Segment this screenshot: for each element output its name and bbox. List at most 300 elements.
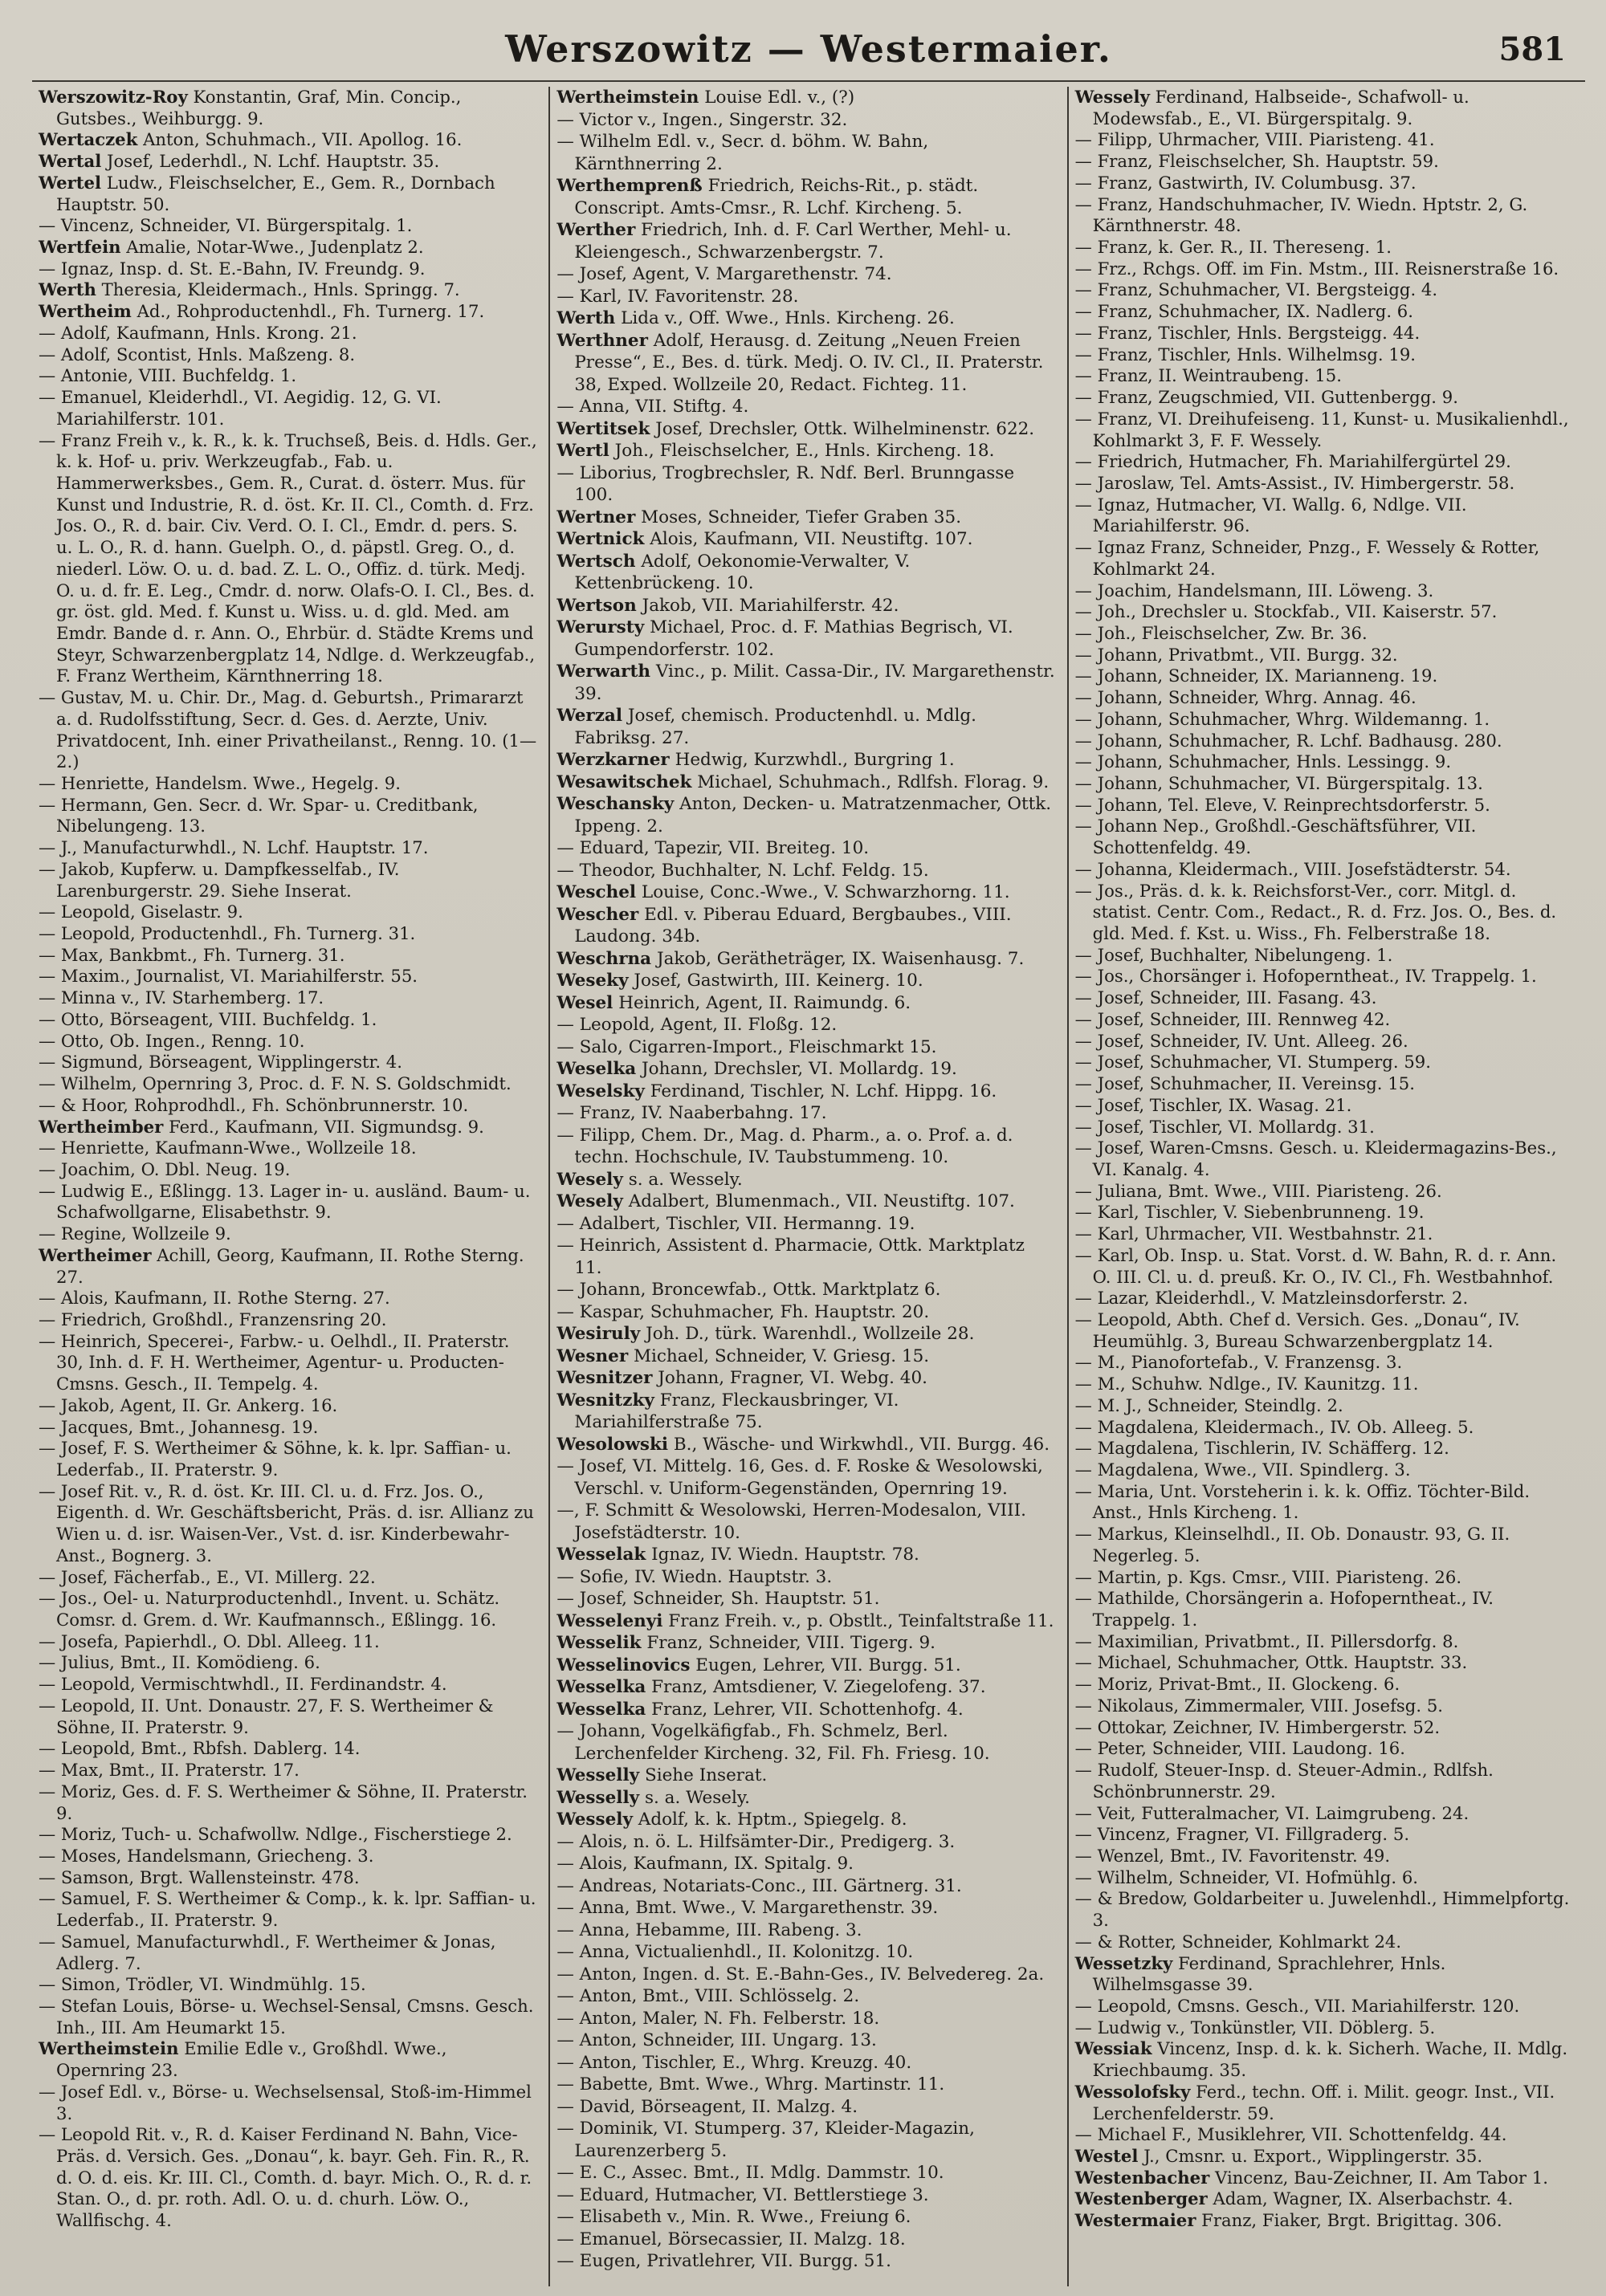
entry-text: — Karl, Ob. Insp. u. Stat. Vorst. d. W. Bahn, R. d. r. Ann. O. III. Cl. u. d. preuß. Kr. O., IV. Cl., Fh. Westbahnhof. — [1074, 1244, 1557, 1287]
entry-surname: Wertl — [556, 441, 609, 461]
entry-text: — Friedrich, Hutmacher, Fh. Mariahilfergürtel 29. — [1074, 451, 1511, 472]
entry-surname: Wesely — [556, 1191, 623, 1211]
entry-text: — Leopold, Agent, II. Floßg. 12. — [556, 1015, 838, 1035]
entry-text: — Heinrich, Assistent d. Pharmacie, Ottk. Marktplatz 11. — [556, 1236, 1025, 1278]
directory-entry — [556, 219, 1057, 263]
directory-entry — [556, 860, 1057, 882]
directory-entry — [1075, 1073, 1575, 1095]
directory-entry — [556, 1058, 1057, 1081]
entry-text: — Emanuel, Kleiderhdl., VI. Aegidig. 12, G. VI. Mariahilferstr. 101. — [39, 387, 442, 429]
directory-entry — [556, 1765, 1057, 1787]
entry-text: — Jacques, Bmt., Johannesg. 19. — [39, 1416, 319, 1437]
entry-text: Anton, Schuhmach., VII. Apollog. 16. — [143, 129, 463, 150]
directory-entry — [1075, 987, 1575, 1009]
entry-surname: Wertheimer — [39, 1244, 152, 1265]
directory-entry — [1075, 409, 1575, 451]
entry-text: — Michael, Schuhmacher, Ottk. Hauptstr. 33. — [1074, 1652, 1468, 1673]
entry-surname: Wessolofsky — [1074, 2081, 1191, 2102]
entry-text: — Ottokar, Zeichner, IV. Himbergerstr. 52. — [1074, 1716, 1441, 1737]
directory-entry — [556, 175, 1057, 219]
entry-text: — Franz, Fleischselcher, Sh. Hauptstr. 59. — [1074, 151, 1439, 172]
directory-entry — [556, 396, 1057, 418]
entry-text: Ferd., Kaufmann, VII. Sigmundsg. 9. — [169, 1116, 484, 1137]
directory-entry — [1075, 1223, 1575, 1245]
entry-text: — Eugen, Privatlehrer, VII. Burgg. 51. — [556, 2251, 891, 2271]
entry-text: — Wenzel, Bmt., IV. Favoritenstr. 49. — [1074, 1845, 1391, 1866]
entry-text: Michael, Schneider, V. Griesg. 15. — [634, 1345, 930, 1366]
entry-text: — Elisabeth v., Min. R. Wwe., Freiung 6. — [556, 2207, 911, 2227]
directory-entry — [556, 1014, 1057, 1036]
entry-text: Ferdinand, Tischler, N. Lchf. Hippg. 16. — [650, 1081, 997, 1101]
directory-entry — [1075, 495, 1575, 537]
directory-entry — [556, 1699, 1057, 1721]
directory-entry — [1075, 1181, 1575, 1203]
entry-text: — Magdalena, Wwe., VII. Spindlerg. 3. — [1074, 1459, 1411, 1480]
entry-text: — Henriette, Kaufmann-Wwe., Wollzeile 18. — [39, 1138, 417, 1158]
directory-entry — [556, 87, 1057, 109]
directory-columns — [32, 87, 1585, 2286]
entry-text: — Franz, VI. Dreihufeiseng. 11, Kunst- u. Musikalienhdl., Kohlmarkt 3, F. F. Wessely. — [1074, 408, 1569, 450]
directory-entry — [39, 859, 539, 902]
entry-text: — Leopold, Abth. Chef d. Versich. Ges. „Donau“, IV. Heumühlg. 3, Bureau Schwarzenbergplatz 14. — [1074, 1309, 1520, 1351]
entry-text: — Josef, VI. Mittelg. 16, Ges. d. F. Roske & Wesolowski, Verschl. v. Uniform-Gegenständen, Opernring 19. — [556, 1456, 1043, 1499]
entry-surname: Wesselik — [556, 1633, 642, 1653]
entry-surname: Wesnitzky — [556, 1390, 654, 1411]
directory-entry — [556, 992, 1057, 1015]
entry-text: — Leopold, Giselastr. 9. — [39, 902, 243, 922]
page-header — [32, 24, 1585, 82]
entry-surname: Wessetzky — [1074, 1952, 1173, 1973]
entry-text: — Jaroslaw, Tel. Amts-Assist., IV. Himbergerstr. 58. — [1074, 472, 1515, 493]
page-number: 581 — [1498, 31, 1566, 68]
directory-entry — [1075, 1824, 1575, 1846]
entry-surname: Wertheim — [39, 301, 132, 322]
directory-entry — [39, 2082, 539, 2124]
directory-entry — [556, 1831, 1057, 1854]
entry-text: Alois, Kaufmann, VII. Neustiftg. 107. — [650, 529, 973, 549]
directory-entry — [556, 1081, 1057, 1103]
directory-entry — [1075, 1481, 1575, 1524]
entry-text: Franz, Amtsdiener, V. Ziegelofeng. 37. — [651, 1677, 986, 1697]
directory-entry — [39, 687, 539, 773]
entry-text: Ludw., Fleischselcher, E., Gem. R., Dornbach Hauptstr. 50. — [56, 172, 495, 214]
directory-entry — [1075, 344, 1575, 366]
directory-entry — [556, 595, 1057, 617]
entry-text: — Simon, Trödler, VI. Windmühlg. 15. — [39, 1974, 366, 1995]
directory-entry — [556, 1544, 1057, 1566]
entry-text: — Ignaz, Hutmacher, VI. Wallg. 6, Ndlge. VII. Mariahilferstr. 96. — [1074, 494, 1467, 536]
entry-text: — Jos., Chorsänger i. Hofoperntheat., IV. Trappelg. 1. — [1074, 966, 1537, 987]
entry-text: Adam, Wagner, IX. Alserbachstr. 4. — [1213, 2188, 1514, 2209]
directory-entry — [556, 705, 1057, 749]
entry-text: — Johanna, Kleidermach., VIII. Josefstädterstr. 54. — [1074, 858, 1511, 879]
entry-text: — Friedrich, Großhdl., Franzensring 20. — [39, 1309, 387, 1329]
entry-text: — Anton, Maler, N. Fh. Felberstr. 18. — [556, 2008, 880, 2029]
directory-entry — [39, 837, 539, 859]
entry-text: — Wilhelm, Schneider, VI. Hofmühlg. 6. — [1074, 1867, 1419, 1887]
entry-text: — J., Manufacturwhdl., N. Lchf. Hauptstr. 17. — [39, 837, 429, 858]
entry-text: Jakob, Gerätheträger, IX. Waisenhausg. 7. — [656, 948, 1025, 969]
directory-entry — [556, 1301, 1057, 1324]
entry-text: — Leopold, Productenhdl., Fh. Turnerg. 31. — [39, 923, 416, 944]
entry-text: — Emanuel, Börsecassier, II. Malzg. 18. — [556, 2229, 906, 2249]
page-title: Werszowitz — Westermaier. — [505, 27, 1112, 71]
entry-surname: Wesselinovics — [556, 1655, 691, 1675]
directory-entry — [1075, 365, 1575, 387]
entry-text: — Johann, Schuhmacher, Whrg. Wildemanng. 1. — [1074, 708, 1490, 729]
entry-surname: Wertsch — [556, 551, 636, 572]
directory-entry — [39, 215, 539, 237]
directory-entry — [39, 344, 539, 366]
entry-surname: Werthner — [556, 330, 648, 351]
entry-text: Ferd., techn. Off. i. Milit. geogr. Inst., VII. Lerchenfelderstr. 59. — [1092, 2081, 1555, 2123]
entry-surname: Werzkarner — [556, 750, 670, 770]
entry-surname: Wertheimstein — [39, 2038, 179, 2059]
entry-text: — Salo, Cigarren-Import., Fleischmarkt 15. — [556, 1036, 937, 1057]
entry-text: — Leopold, Vermischtwhdl., II. Ferdinandstr. 4. — [39, 1674, 447, 1695]
entry-text: — Josef, Fächerfab., E., VI. Millerg. 22. — [39, 1566, 376, 1587]
entry-text: Joh. D., türk. Warenhdl., Wollzeile 28. — [646, 1324, 975, 1344]
entry-text: — Johann, Schuhmacher, R. Lchf. Badhausg. 280. — [1074, 730, 1502, 751]
directory-entry — [39, 1760, 539, 1781]
entry-text: — Julius, Bmt., II. Komödieng. 6. — [39, 1652, 320, 1673]
entry-surname: Westermaier — [1074, 2210, 1196, 2231]
entry-text: — Maximilian, Privatbmt., II. Pillersdorfg. 8. — [1074, 1630, 1459, 1651]
directory-entry — [556, 1434, 1057, 1456]
entry-text: — E. C., Assec. Bmt., II. Mdlg. Dammstr. 10. — [556, 2163, 944, 2183]
entry-text: Michael, Proc. d. F. Mathias Begrisch, VI. Gumpendorferstr. 102. — [574, 617, 1013, 660]
directory-entry — [1075, 301, 1575, 323]
directory-entry — [556, 2008, 1057, 2030]
entry-surname: Wesner — [556, 1345, 629, 1366]
directory-entry — [556, 1875, 1057, 1898]
entry-text: — Anna, Hebamme, III. Rabeng. 3. — [556, 1919, 862, 1940]
entry-text: — Josef, Waren-Cmsns. Gesch. u. Kleidermagazins-Bes., VI. Kanalg. 4. — [1074, 1138, 1557, 1179]
entry-text: — Leopold, Cmsns. Gesch., VII. Mariahilferstr. 120. — [1074, 1995, 1520, 2016]
entry-text: — Jakob, Kupferw. u. Dampfkesselfab., IV. Larenburgerstr. 29. Siehe Inserat. — [39, 858, 400, 901]
directory-entry — [1075, 601, 1575, 623]
directory-entry — [1075, 2210, 1575, 2232]
directory-entry — [556, 1919, 1057, 1942]
directory-entry — [1075, 279, 1575, 301]
entry-text: — Veit, Futteralmacher, VI. Laimgrubeng. 24. — [1074, 1802, 1469, 1823]
directory-entry — [39, 1309, 539, 1331]
entry-surname: Wertel — [39, 172, 102, 193]
directory-entry — [39, 773, 539, 795]
entry-text: — Alois, Kaufmann, II. Rothe Sterng. 27. — [39, 1288, 390, 1309]
directory-entry — [556, 418, 1057, 441]
entry-text: Lida v., Off. Wwe., Hnls. Kircheng. 26. — [621, 308, 955, 328]
entry-text: — Hermann, Gen. Secr. d. Wr. Spar- u. Creditbank, Nibelungeng. 13. — [39, 794, 479, 837]
directory-entry — [556, 1897, 1057, 1919]
directory-entry — [556, 904, 1057, 948]
entry-text: s. a. Wesely. — [644, 1787, 750, 1808]
entry-text: Josef, chemisch. Productenhdl. u. Mdlg. Fabriksg. 27. — [574, 706, 977, 748]
directory-entry — [1075, 751, 1575, 773]
entry-surname: Wertal — [39, 151, 102, 172]
entry-surname: Wertaczek — [39, 129, 138, 150]
directory-entry — [556, 2096, 1057, 2119]
directory-entry — [1075, 1588, 1575, 1630]
entry-text: — Josef, Tischler, IX. Wasag. 21. — [1074, 1094, 1352, 1115]
directory-entry — [556, 2052, 1057, 2074]
entry-surname: Werth — [556, 308, 616, 328]
directory-entry — [1075, 1138, 1575, 1180]
directory-entry — [556, 2029, 1057, 2052]
directory-entry — [1075, 451, 1575, 473]
directory-entry — [1075, 1803, 1575, 1825]
entry-text: — & Hoor, Rohprodhdl., Fh. Schönbrunnerstr. 10. — [39, 1094, 469, 1115]
entry-surname: Weschel — [556, 882, 637, 902]
entry-surname: Wessiak — [1074, 2038, 1152, 2059]
entry-text: — Leopold, II. Unt. Donaustr. 27, F. S. Wertheimer & Söhne, II. Praterstr. 9. — [39, 1695, 494, 1737]
entry-text: — & Bredow, Goldarbeiter u. Juwelenhdl., Himmelpfortg. 3. — [1074, 1888, 1570, 1931]
directory-entry — [39, 945, 539, 967]
directory-entry — [39, 1031, 539, 1052]
directory-entry — [1075, 1095, 1575, 1117]
entry-text: Louise Edl. v., (?) — [704, 88, 855, 108]
entry-text: Josef, Gastwirth, III. Keinerg. 10. — [634, 971, 923, 991]
entry-text: — Maxim., Journalist, VI. Mariahilferstr. 55. — [39, 966, 418, 987]
entry-text: — Ludwig v., Tonkünstler, VII. Döblerg. 5. — [1074, 2017, 1436, 2037]
entry-text: — Martin, p. Kgs. Cmsr., VIII. Piaristeng. 26. — [1074, 1566, 1462, 1587]
directory-entry — [39, 1138, 539, 1159]
entry-text: — Samuel, Manufacturwhdl., F. Wertheimer & Jonas, Adlerg. 7. — [39, 1931, 496, 1973]
directory-entry — [1075, 1352, 1575, 1374]
directory-entry — [39, 1932, 539, 1974]
directory-entry — [39, 987, 539, 1009]
entry-text: — Josef, Schneider, III. Fasang. 43. — [1074, 987, 1377, 1008]
entry-text: — Franz, Zeugschmied, VII. Guttenbergg. 9. — [1074, 387, 1458, 408]
directory-entry — [1075, 1052, 1575, 1073]
directory-entry — [39, 1974, 539, 1996]
entry-text: — Vincenz, Schneider, VI. Bürgerspitalg. 1. — [39, 215, 413, 236]
directory-entry — [556, 263, 1057, 286]
directory-entry — [39, 1846, 539, 1867]
directory-entry — [556, 1720, 1057, 1765]
directory-entry — [556, 1588, 1057, 1610]
directory-entry — [1075, 1760, 1575, 1802]
entry-text: Konstantin, Graf, Min. Concip., Gutsbes., Weihburgg. 9. — [56, 87, 462, 128]
entry-text: — Joh., Drechsler u. Stockfab., VII. Kaiserstr. 57. — [1074, 601, 1498, 622]
directory-entry — [1075, 945, 1575, 967]
directory-entry — [556, 1985, 1057, 2008]
entry-text: — Johann, Schuhmacher, VI. Bürgerspitalg. 13. — [1074, 773, 1483, 793]
entry-text: — Juliana, Bmt. Wwe., VIII. Piaristeng. 26. — [1074, 1180, 1442, 1201]
directory-entry — [1075, 1395, 1575, 1417]
entry-text: — Jos., Oel- u. Naturproductenhdl., Invent. u. Schätz. Comsr. d. Grem. d. Wr. Kaufmannsch., Eßlingg. 16. — [39, 1588, 500, 1630]
entry-text: — Josef, Schneider, IV. Unt. Alleeg. 26. — [1074, 1030, 1408, 1051]
directory-entry — [1075, 1009, 1575, 1031]
entry-text: Adolf, Herausg. d. Zeitung „Neuen Freien Presse“, E., Bes. d. türk. Medj. O. IV. Cl., II. Praterstr. 38, Exped. Wollzeile 20, Redact. Fichteg. 11. — [574, 330, 1044, 395]
directory-entry — [39, 1223, 539, 1245]
entry-text: Achill, Georg, Kaufmann, II. Rothe Sterng. 27. — [56, 1244, 524, 1287]
directory-entry — [1075, 1996, 1575, 2017]
entry-surname: Westenbacher — [1074, 2167, 1210, 2188]
entry-text: s. a. Wessely. — [628, 1169, 743, 1190]
directory-entry — [556, 1235, 1057, 1279]
entry-surname: Wesel — [556, 992, 613, 1013]
directory-entry — [39, 1438, 539, 1480]
entry-text: — Franz, Tischler, Hnls. Bergsteigg. 44. — [1074, 322, 1421, 343]
entry-text: Emilie Edle v., Großhdl. Wwe., Opernring 23. — [56, 2038, 447, 2081]
entry-text: — Frz., Rchgs. Off. im Fin. Mstm., III. Reisnerstraße 16. — [1074, 258, 1559, 279]
directory-entry — [1075, 859, 1575, 881]
directory-entry — [39, 1996, 539, 2038]
entry-text: — Jos., Präs. d. k. k. Reichsforst-Ver., corr. Mitgl. d. statist. Centr. Com., Redact., R. d. Frz. Jos. O., Bes. d. gld. Med. f. Kst. u. Wiss., Fh. Felberstraße 18. — [1074, 880, 1557, 944]
directory-entry — [556, 286, 1057, 308]
directory-entry — [1075, 687, 1575, 709]
entry-text: — David, Börseagent, II. Malzg. 4. — [556, 2096, 858, 2117]
directory-entry — [556, 1809, 1057, 1831]
directory-entry — [556, 1323, 1057, 1345]
column-middle — [548, 87, 1066, 2286]
entry-text: — Moriz, Ges. d. F. S. Wertheimer & Söhne, II. Praterstr. 9. — [39, 1781, 528, 1823]
entry-text: — Peter, Schneider, VIII. Laudong. 16. — [1074, 1738, 1406, 1759]
directory-entry — [39, 1824, 539, 1846]
entry-text: Vincenz, Insp. d. k. k. Sicherh. Wache, II. Mdlg. Kriechbaumg. 35. — [1092, 2038, 1568, 2081]
entry-text: — Josef, F. S. Wertheimer & Söhne, k. k. lpr. Saffian- u. Lederfab., II. Praterstr. 9. — [39, 1438, 512, 1480]
directory-entry — [556, 462, 1057, 507]
directory-entry — [556, 2229, 1057, 2251]
directory-entry — [1075, 795, 1575, 816]
directory-entry — [1075, 173, 1575, 194]
entry-text: Anton, Decken- u. Matratzenmacher, Ottk. Ippeng. 2. — [574, 794, 1052, 837]
entry-text: Ferdinand, Sprachlehrer, Hnls. Wilhelmsgasse 39. — [1092, 1952, 1446, 1995]
directory-entry — [39, 966, 539, 987]
entry-text: — Joh., Fleischselcher, Zw. Br. 36. — [1074, 622, 1368, 643]
entry-text: Ad., Rohproductenhdl., Fh. Turnerg. 17. — [137, 301, 485, 322]
entry-text: — Franz, Gastwirth, IV. Columbusg. 37. — [1074, 172, 1416, 193]
directory-entry — [1075, 666, 1575, 687]
entry-text: — Josefa, Papierhdl., O. Dbl. Alleeg. 11. — [39, 1630, 380, 1651]
entry-surname: Wesselly — [556, 1765, 640, 1785]
directory-entry — [1075, 966, 1575, 987]
directory-entry — [556, 2074, 1057, 2096]
directory-entry — [39, 237, 539, 259]
directory-entry — [1075, 194, 1575, 237]
entry-text: — & Rotter, Schneider, Kohlmarkt 24. — [1074, 1931, 1402, 1952]
entry-surname: Weschansky — [556, 794, 675, 814]
entry-text: — Moses, Handelsmann, Griecheng. 3. — [39, 1845, 374, 1866]
entry-text: Franz, Schneider, VIII. Tigerg. 9. — [646, 1633, 935, 1653]
directory-entry — [556, 1279, 1057, 1301]
entry-text: — Max, Bankbmt., Fh. Turnerg. 31. — [39, 944, 345, 965]
directory-entry — [39, 1288, 539, 1309]
directory-entry — [556, 881, 1057, 904]
entry-surname: Westel — [1074, 2146, 1139, 2166]
directory-entry — [556, 617, 1057, 661]
entry-text: — Markus, Kleinselhdl., II. Ob. Donaustr. 93, G. II. Negerleg. 5. — [1074, 1524, 1510, 1565]
directory-entry — [1075, 151, 1575, 173]
directory-entry — [39, 1095, 539, 1117]
directory-entry — [556, 1367, 1057, 1390]
entry-text: — Karl, Uhrmacher, VII. Westbahnstr. 21. — [1074, 1223, 1433, 1244]
entry-surname: Wesnitzer — [556, 1368, 653, 1388]
directory-entry — [1075, 1438, 1575, 1459]
entry-surname: Wesolowski — [556, 1434, 669, 1455]
entry-text: — Gustav, M. u. Chir. Dr., Mag. d. Geburtsh., Primararzt a. d. Rudolfsstiftung, Secr. d. Ges. d. Aerzte, Univ. Privatdocent, Inh. einer Privatheilanst., Renng. 10. (1—2.) — [39, 687, 537, 772]
entry-text: — M. J., Schneider, Steindlg. 2. — [1074, 1394, 1343, 1415]
entry-text: — Rudolf, Steuer-Insp. d. Steuer-Admin., Rdlfsh. Schönbrunnerstr. 29. — [1074, 1760, 1494, 1801]
directory-entry — [39, 151, 539, 173]
directory-entry — [1075, 237, 1575, 259]
entry-text: — Regine, Wollzeile 9. — [39, 1223, 231, 1244]
column-left — [32, 87, 548, 2286]
directory-entry — [1075, 129, 1575, 151]
directory-entry — [39, 1867, 539, 1889]
directory-entry — [556, 793, 1057, 837]
entry-text: — Magdalena, Tischlerin, IV. Schäfferg. 12. — [1074, 1438, 1449, 1459]
directory-entry — [556, 2184, 1057, 2207]
entry-text: Edl. v. Piberau Eduard, Bergbaubes., VIII. Laudong. 34b. — [574, 904, 1012, 946]
directory-entry — [556, 1632, 1057, 1655]
directory-entry — [39, 1888, 539, 1931]
entry-text: Franz, Fleckausbringer, VI. Mariahilferstraße 75. — [574, 1390, 899, 1432]
entry-text: Joh., Fleischselcher, E., Hnls. Kircheng. 18. — [614, 441, 995, 461]
entry-surname: Wertfein — [39, 237, 121, 258]
entry-text: — Mathilde, Chorsängerin a. Hofoperntheat., IV. Trappelg. 1. — [1074, 1588, 1494, 1630]
column-right — [1067, 87, 1585, 2286]
directory-entry — [1075, 731, 1575, 752]
entry-text: — Eduard, Hutmacher, VI. Bettlerstiege 3. — [556, 2184, 929, 2205]
directory-entry — [556, 131, 1057, 175]
directory-entry — [39, 1631, 539, 1653]
entry-surname: Werszowitz-Roy — [39, 87, 188, 107]
entry-text: — Johann, Schneider, IX. Marianneng. 19. — [1074, 666, 1438, 686]
entry-surname: Wertner — [556, 507, 636, 527]
entry-text: — Adolf, Kaufmann, Hnls. Krong. 21. — [39, 322, 357, 343]
directory-entry — [556, 2206, 1057, 2229]
entry-surname: Wertson — [556, 595, 637, 616]
entry-text: — Filipp, Chem. Dr., Mag. d. Pharm., a. o. Prof. a. d. techn. Hochschule, IV. Taubstummeng. 10. — [556, 1125, 1013, 1167]
entry-text: — Josef Edl. v., Börse- u. Wechselsensal, Stoß-im-Himmel 3. — [39, 2081, 532, 2123]
entry-text: Siehe Inserat. — [644, 1765, 768, 1785]
entry-text: — Anton, Schneider, III. Ungarg. 13. — [556, 2030, 877, 2050]
entry-text: — Dominik, VI. Stumperg. 37, Kleider-Magazin, Laurenzerberg 5. — [556, 2119, 975, 2161]
directory-entry — [39, 323, 539, 344]
directory-entry — [39, 1567, 539, 1589]
entry-surname: Wertheimstein — [556, 88, 699, 108]
entry-text: — Otto, Börseagent, VIII. Buchfeldg. 1. — [39, 1008, 377, 1029]
entry-text: — Victor v., Ingen., Singerstr. 32. — [556, 109, 848, 130]
entry-text: — Eduard, Tapezir, VII. Breiteg. 10. — [556, 838, 870, 858]
directory-entry — [1075, 623, 1575, 645]
entry-surname: Wesselly — [556, 1787, 640, 1808]
directory-entry — [39, 1588, 539, 1630]
directory-entry — [556, 1191, 1057, 1213]
directory-entry — [39, 259, 539, 280]
entry-text: — Franz, Schuhmacher, IX. Nadlerg. 6. — [1074, 301, 1414, 322]
directory-entry — [39, 923, 539, 945]
directory-entry — [39, 1696, 539, 1738]
entry-text: — Karl, IV. Favoritenstr. 28. — [556, 286, 799, 307]
entry-text: — Vincenz, Fragner, VI. Fillgraderg. 5. — [1074, 1824, 1410, 1845]
entry-text: — M., Pianofortefab., V. Franzensg. 3. — [1074, 1352, 1403, 1373]
directory-entry — [556, 1676, 1057, 1699]
directory-entry — [1075, 87, 1575, 129]
entry-text: — Franz, Schuhmacher, VI. Bergsteigg. 4. — [1074, 279, 1438, 300]
entry-text: Michael, Schuhmach., Rdlfsh. Florag. 9. — [697, 771, 1050, 792]
directory-entry — [39, 1159, 539, 1181]
entry-text: — Ludwig E., Eßlingg. 13. Lager in- u. ausländ. Baum- u. Schafwollgarne, Elisabethstr. 9. — [39, 1180, 531, 1223]
directory-entry — [556, 1455, 1057, 1500]
entry-text: — Henriette, Handelsm. Wwe., Hegelg. 9. — [39, 773, 401, 793]
directory-entry — [556, 1964, 1057, 1986]
entry-text: — Josef, Tischler, VI. Mollardg. 31. — [1074, 1116, 1375, 1137]
entry-text: — Minna v., IV. Starhemberg. 17. — [39, 987, 324, 1008]
entry-text: Adolf, Oekonomie-Verwalter, V. Kettenbrückeng. 10. — [574, 551, 911, 593]
